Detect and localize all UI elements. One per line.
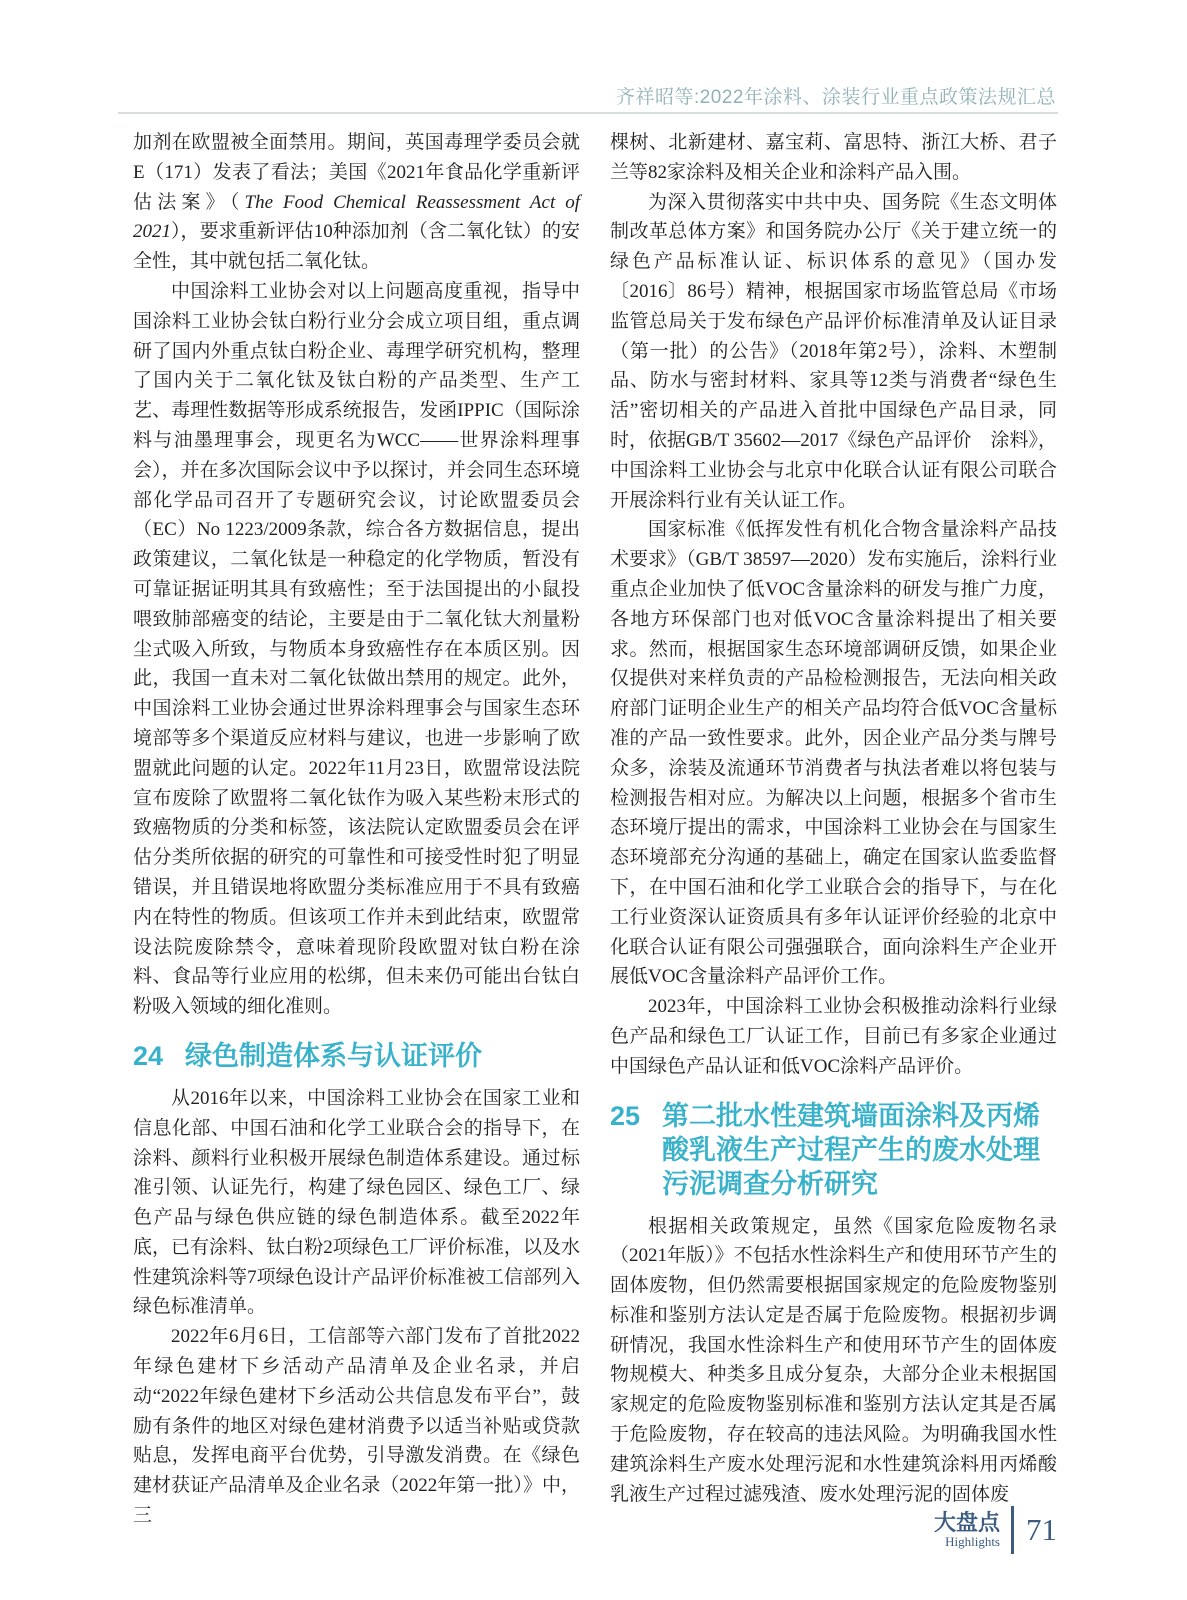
section-24-number: 24 (133, 1040, 164, 1071)
section-25-title: 第二批水性建筑墙面涂料及丙烯酸乳液生产过程产生的废水处理污泥调查分析研究 (662, 1100, 1040, 1199)
paragraph-green-manufacturing: 从2016年以来，中国涂料工业协会在国家工业和信息化部、中国石油和化学工业联合会的指导下，在涂料、颜料行业积极开展绿色制造体系建设。通过标准引领、认证先行，构建了绿色园区、绿色工厂、绿色产品与绿色供应链的绿色制造体系。截至2022年底，已有涂料、钛白粉2项绿色工厂评价标准，以及水性建筑涂料等7项绿色设计产品评价标准被工信部列入绿色标准清单。 (133, 1087, 580, 1318)
header-rule (118, 112, 1058, 114)
page-content (133, 128, 1057, 1531)
section-24-title: 绿色制造体系与认证评价 (185, 1040, 482, 1071)
right-column (610, 128, 1057, 1531)
paragraph-additive-ban-pre: 加剂在欧盟被全面禁用。期间，英国毒理学委员会就E（171）发表了看法；美国《2021年食品化学重新评估法案》（ (133, 132, 580, 213)
paragraph-waste-sludge-study: 根据相关政策规定，虽然《国家危险废物名录（2021年版）》不包括水性涂料生产和使用环节产生的固体废物，但仍然需要根据国家规定的危险废物鉴别标准和鉴别方法认定是否属于危险废物。根据初步调研情况，我国水性涂料生产和使用环节产生的固体废物规模大、种类多且成分复杂，大部分企业未根据国家规定的危险废物鉴别标准和鉴别方法认定其是否属于危险废物，存在较高的违法风险。为明确我国水性建筑涂料生产废水处理污泥和水性建筑涂料用丙烯酸乳液生产过程过滤残渣、废水处理污泥的固体废 (610, 1215, 1057, 1505)
footer-label-en: Highlights (945, 1533, 1000, 1549)
section-25-number: 25 (610, 1100, 641, 1131)
section-24-heading (133, 1039, 580, 1073)
footer-label-cn: 大盘点 (933, 1509, 1000, 1535)
paragraph-green-building-materials: 2022年6月6日，工信部等六部门发布了首批2022年绿色建材下乡活动产品清单及企业名录，并启动“2022年绿色建材下乡活动公共信息发布平台”，鼓励有条件的地区对绿色建材消费予以适当补贴或贷款贴息，发挥电商平台优势，引导激发消费。在《绿色建材获证产品清单及企业名录（2022年第一批）》中，三 (133, 1326, 580, 1527)
page-number: 71 (1026, 1512, 1057, 1547)
paragraph-tio2-response: 中国涂料工业协会对以上问题高度重视，指导中国涂料工业协会钛白粉行业分会成立项目组，重点调研了国内外重点钛白粉企业、毒理学研究机构，整理了国内关于二氧化钛及钛白粉的产品类型、生产工艺、毒理性数据等形成系统报告，发函IPPIC（国际涂料与油墨理事会，现更名为WCC——世界涂料理事会），并在多次国际会议中予以探讨，并会同生态环境部化学品司召开了专题研究会议，讨论欧盟委员会（EC）No 1223/2009条款，综合各方数据信息，提出政策建议，二氧化钛是一种稳定的化学物质，暂没有可靠证据证明其具有致癌性；至于法国提出的小鼠投喂致肺部癌变的结论，主要是由于二氧化钛大剂量粉尘式吸入所致，与物质本身致癌性存在本质区别。因此，我国一直未对二氧化钛做出禁用的规定。此外，中国涂料工业协会通过世界涂料理事会与国家生态环境部等多个渠道反应材料与建议，也进一步影响了欧盟就此问题的认定。2022年11月23日，欧盟常设法院宣布废除了欧盟将二氧化钛作为吸入某些粉末形式的致癌物质的分类和标签，该法院认定欧盟委员会在评估分类所依据的研究的可靠性和可接受性时犯了明显错误，并且错误地将欧盟分类标准应用于不具有致癌内在特性的物质。但该项工作并未到此结束，欧盟常设法院废除禁令，意味着现阶段欧盟对钛白粉在涂料、食品等行业应用的松绑，但未来仍可能出台钛白粉吸入领域的细化准则。 (133, 280, 580, 1018)
left-column (133, 128, 580, 1531)
paragraph-low-voc: 国家标准《低挥发性有机化合物含量涂料产品技术要求》（GB/T 38597—2020）发布实施后，涂料行业重点企业加快了低VOC含量涂料的研发与推广力度，各地方环保部门也对低VOC含量涂料提出了相关要求。然而，根据国家生态环境部调研反馈，如果企业仅提供对来样负责的产品检检测报告，无法向相关政府部门证明企业生产的相关产品均符合低VOC含量标准的产品一致性要求。此外，因企业产品分类与牌号众多，涂装及流通环节消费者与执法者难以将包装与检测报告相对应。为解决以上问题，根据多个省市生态环境厅提出的需求，中国涂料工业协会在与国家生态环境部充分沟通的基础上，确定在国家认监委监督下，在中国石油和化学工业联合会的指导下，与在化工行业资深认证资质具有多年认证评价经验的北京中化联合认证有限公司强强联合，面向涂料生产企业开展低VOC含量涂料产品评价工作。 (610, 519, 1057, 988)
page-footer (934, 1506, 1057, 1554)
footer-labels (933, 1509, 1000, 1549)
section-25-heading (610, 1099, 1057, 1201)
paragraph-additive-ban-post: ），要求重新评估10种添加剂（含二氧化钛）的安全性，其中就包括二氧化钛。 (133, 221, 580, 273)
footer-divider (1011, 1506, 1014, 1554)
running-header-title: 齐祥昭等:2022年涂料、涂装行业重点政策法规汇总 (615, 87, 1056, 108)
paragraph-2023-outlook: 2023年，中国涂料工业协会积极推动涂料行业绿色产品和绿色工厂认证工作，目前已有多家企业通过中国绿色产品认证和低VOC涂料产品评价。 (610, 996, 1057, 1077)
paragraph-green-product-certification: 为深入贯彻落实中共中央、国务院《生态文明体制改革总体方案》和国务院办公厅《关于建立统一的绿色产品标准认证、标识体系的意见》（国办发〔2016〕86号）精神，根据国家市场监管总局《市场监管总局关于发布绿色产品评价标准清单及认证目录（第一批）的公告》（2018年第2号），涂料、木塑制品、防水与密封材料、家具等12类与消费者“绿色生活”密切相关的产品进入首批中国绿色产品目录，同时，依据GB/T 35602—2017《绿色产品评价 涂料》，中国涂料工业协会与北京中化联合认证有限公司联合开展涂料行业有关认证工作。 (610, 191, 1057, 511)
paragraph-shortlisted-companies: 棵树、北新建材、嘉宝莉、富思特、浙江大桥、君子兰等82家涂料及相关企业和涂料产品入围。 (610, 132, 1057, 183)
paragraph-additive-ban (133, 128, 580, 277)
paragraph-additive-ban-act-title: The Food Chemical Reassessment Act of 2021 (133, 191, 580, 243)
